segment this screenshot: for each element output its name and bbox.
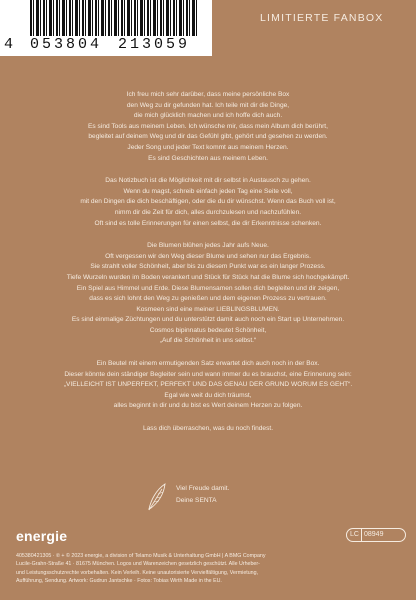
text-line: Ein Spiel aus Himmel und Erde. Diese Blumensamen sollen dich begleiten und dir zeigen, <box>76 284 340 292</box>
text-line: Jeder Song und jeder Text kommt aus meinem Herzen. <box>127 143 289 151</box>
label-code-divider <box>361 529 362 541</box>
footer-copyright <box>16 552 408 586</box>
text-line: Es sind Tools aus meinem Leben. Ich wünsche mir, dass mein Album dich berührt, <box>88 122 328 130</box>
barcode <box>0 0 212 56</box>
signoff-line-1: Viel Freude damit. <box>176 485 230 492</box>
signoff <box>146 480 296 520</box>
text-line: mit den Dingen die dich beschäftigen, oder die du dir wünschst. Wenn das Buch voll ist, <box>80 198 336 206</box>
feather-icon <box>146 482 168 512</box>
text-line: Ein Beutel mit einem ermutigenden Satz erwartet dich auch noch in der Box. <box>96 360 320 368</box>
text-line: dass es sich lohnt den Weg zu genießen und dem eigenen Prozess zu vertrauen. <box>89 295 327 303</box>
text-line: die mich glücklich machen und ich hoffe dich auch. <box>133 112 283 120</box>
footer-line: Aufführung, Sendung. Artwork: Gudrun Jantschke · Fotos: Tobias Wirth Made in the EU. <box>16 578 222 585</box>
barcode-group-2: 213059 <box>118 36 191 53</box>
signoff-line-2: Deine SENTA <box>176 497 217 504</box>
label-code-prefix: LC <box>350 531 359 538</box>
text-line: „VIELLEICHT IST UNPERFEKT, PERFEKT UND DAS GENAU DER GRUND WORUM ES GEHT“. <box>63 381 353 389</box>
edition-title: LIMITIERTE FANBOX <box>260 12 384 24</box>
text-line: Egal wie weit du dich träumst, <box>164 391 252 399</box>
paragraph <box>0 176 416 229</box>
footer-line: und Leistungsschutzrechte vorbehalten. Kein Verleih. Keine unautorisierte Vervielfältigung, Vermietung, <box>16 569 259 576</box>
paragraph <box>0 90 416 164</box>
text-line: Es sind Geschichten aus meinem Leben. <box>148 154 268 162</box>
text-line: Das Notizbuch ist die Möglichkeit mit dir selbst in Austausch zu gehen. <box>105 177 311 185</box>
text-line: Die Blumen blühen jedes Jahr aufs Neue. <box>147 242 269 250</box>
energie-logo: energie <box>16 528 68 544</box>
barcode-bars <box>30 0 198 36</box>
text-line: „Auf die Schönheit in uns selbst.“ <box>159 337 257 345</box>
text-line: Ich freu mich sehr darüber, dass meine persönliche Box <box>126 91 290 98</box>
text-line: Oft sind es tolle Erinnerungen für einen selbst, die dir Erkenntnisse schenken. <box>94 219 322 227</box>
text-line: Es sind einmalige Züchtungen und du unterstützt damit auch noch ein Start up Unternehmen. <box>71 316 345 324</box>
text-line: Tiefe Wurzeln wurden im Boden verankert und Stück für Stück hat die Blume sich hochgekämpft. <box>66 273 350 281</box>
text-line: Sie strahlt voller Schönheit, aber bis zu diesem Punkt war es ein langer Prozess. <box>90 263 326 271</box>
text-line: Wenn du magst, schreib einfach jeden Tag eine Seite voll, <box>123 187 293 195</box>
barcode-first-digit: 4 <box>4 36 17 53</box>
paragraph <box>0 359 416 412</box>
text-line: alles beginnt in dir und du bist es Wert deinem Herzen zu folgen. <box>113 402 303 410</box>
barcode-group-1: 053804 <box>30 36 103 53</box>
label-code-number: 08949 <box>364 531 384 538</box>
main-text <box>0 90 416 447</box>
paragraph <box>0 424 416 435</box>
text-line: Lass dich überraschen, was du noch findest. <box>142 425 274 433</box>
text-line: begleitet auf deinem Weg und dir das Gefühl gibt, gehört und gesehen zu werden. <box>88 133 328 141</box>
text-line: Kosmeen sind eine meiner LIEBLINGSBLUMEN. <box>136 305 280 313</box>
text-line: Cosmos bipinnatus bedeutet Schönheit, <box>149 326 267 334</box>
text-line: nimm dir die Zeit für dich, alles durchzulesen und nachzufühlen. <box>114 208 302 216</box>
text-line: Oft vergessen wir den Weg dieser Blume und sehen nur das Ergebnis. <box>105 252 311 260</box>
text-line: den Weg zu dir gefunden hat. Ich teile mit dir die Dinge, <box>126 101 290 109</box>
label-code-badge <box>346 528 406 542</box>
paragraph <box>0 241 416 347</box>
footer-line: Lucile-Grahn-Straße 41 · 81675 München. Logos und Warenzeichen gesetzlich geschützt. Alle Urheber- <box>16 561 260 568</box>
text-line: Dieser könnte dein ständiger Begleiter sein und wann immer du es brauchst, eine Erinnerung sein: <box>64 370 352 378</box>
footer-line: 405380421305 · ℗ + © 2023 energie, a division of Telamo Musik & Unterhaltung GmbH | A BMG Company <box>16 553 266 559</box>
